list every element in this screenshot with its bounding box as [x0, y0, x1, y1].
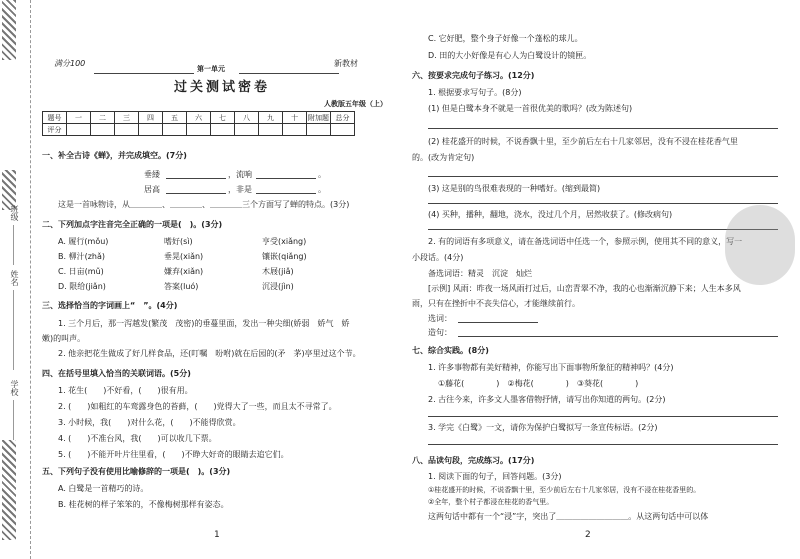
q6-item: 2. 有的词语有多项意义，请在备选词语中任选一个，参照示例，使用其不同的意义，写一	[428, 237, 743, 246]
score-cell: 五	[163, 112, 187, 124]
example-text: 雨，只有在挫折中不丧失信心，才能继续前行。	[412, 299, 580, 308]
q1-title: 一、补全古诗《蝉》，并完成填空。(7分)	[42, 151, 187, 160]
score-cell: 四	[139, 112, 163, 124]
exam-title: 过关测试密卷	[174, 80, 271, 95]
ink-stamp	[725, 205, 795, 285]
name-label: 姓名	[10, 270, 19, 286]
page-number: 1	[214, 530, 220, 540]
poem-line: ，流响	[228, 170, 252, 179]
option-b-word: 垂晃(xiǎn)	[164, 252, 204, 261]
q4-line: 4. ( )不准台风，我( )可以收几下票。	[58, 434, 217, 443]
q4-line: 5. ( )不能开叶片往里看，( )不睁大好奇的眼睛去追它们。	[58, 450, 289, 459]
q8-line: ①桂花盛开的时候，不说香飘十里，至少前后左右十几家邻居，没有不浸在桂花香里的。	[428, 486, 701, 494]
q3-line: 嫩)的叫声。	[42, 334, 86, 343]
make-sentence-label: 造句：	[428, 328, 452, 337]
score-input-cell[interactable]	[91, 124, 115, 136]
make-sentence-blank[interactable]	[458, 336, 778, 337]
score-cell: 题号	[43, 112, 67, 124]
option-d[interactable]: D. 田的大小好像是有心人为白鹭设计的镜匣。	[428, 51, 592, 60]
edition-tag: 新教材	[334, 59, 358, 68]
header-rule	[239, 73, 339, 74]
score-cell: 七	[211, 112, 235, 124]
option-a[interactable]: A. 白鹭是一首精巧的诗。	[58, 484, 149, 493]
q3-line: 1. 三个月后，那一泻越发(繁茂 茂密)的垂蔓里面，发出一种尖细(娇弱 娇气 娇	[58, 319, 350, 328]
score-cell: 十	[283, 112, 307, 124]
q7-line: 2. 古往今来，许多文人墨客借物抒情，请写出你知道的两句。(2分)	[428, 395, 666, 404]
class-label: 班级	[10, 205, 19, 221]
binding-pattern	[2, 170, 16, 210]
option-d-word: 沉浸(jìn)	[262, 282, 294, 291]
q3-line: 2. 他亲把花生做成了好几样食品，还(叮嘱 吩咐)就在后园的(矛 茅)亭里过这个节。	[58, 349, 361, 358]
q6-item: 的。(改为肯定句)	[412, 153, 475, 162]
score-cell: 一	[67, 112, 91, 124]
q6-subtitle: 1. 根据要求写句子。(8分)	[428, 88, 522, 97]
option-b[interactable]: B. 桂花树的样子笨笨的，不像梅树那样有姿态。	[58, 500, 229, 509]
answer-blank[interactable]	[256, 178, 316, 179]
school-label: 学校	[10, 380, 19, 396]
score-cell: 九	[259, 112, 283, 124]
binding-strip	[0, 0, 31, 559]
option-a-word: 亨受(xiǎng)	[262, 237, 307, 246]
poem-line: 垂緌	[144, 170, 160, 179]
option-c[interactable]: C. 日亩(mǔ)	[58, 267, 104, 276]
option-a-word: 嗜好(sì)	[164, 237, 193, 246]
answer-line[interactable]	[428, 176, 778, 177]
score-input-cell[interactable]	[307, 124, 331, 136]
q4-title: 四、在括号里填入恰当的关联词语。(5分)	[42, 369, 191, 378]
option-d-word: 答案(luó)	[164, 282, 199, 291]
word-options: 备选词语：精灵 沉淀 灿烂	[428, 269, 532, 278]
q2-title: 二、下列加点字注音完全正确的一项是( )。(3分)	[42, 220, 223, 229]
q3-title: 三、选择恰当的字词画上“ ”。(4分)	[42, 301, 178, 310]
score-input-cell[interactable]	[283, 124, 307, 136]
edition-label: 人教版五年级（上）	[324, 100, 387, 108]
score-cell: 评分	[43, 124, 67, 136]
answer-line[interactable]	[428, 444, 778, 445]
q4-line: 1. 花生( )不好看，( )很有用。	[58, 386, 193, 395]
score-table-score-row	[43, 124, 355, 136]
poem-line: 。	[318, 185, 326, 194]
q1-fill-text: 这是一首咏物诗，从＿＿＿＿、＿＿＿＿、＿＿＿＿三个方面写了蝉的特点。(3分)	[58, 200, 350, 209]
score-input-cell[interactable]	[235, 124, 259, 136]
q8-title: 八、品读句段，完成练习。(17分)	[412, 456, 535, 465]
poem-line: 居高	[144, 185, 160, 194]
q7-line: 3. 学完《白鹭》一文，请你为保护白鹭拟写一条宣传标语。(2分)	[428, 423, 658, 432]
option-d[interactable]: D. 限给(jiǎn)	[58, 282, 106, 291]
score-input-cell[interactable]	[163, 124, 187, 136]
q6-item: (3) 这是别的鸟很难表现的一种嗜好。(缩到最简)	[428, 184, 601, 193]
score-input-cell[interactable]	[139, 124, 163, 136]
score-table-header-row	[43, 112, 355, 124]
q7-line: ①藤花( ) ②梅花( ) ③葵花( )	[438, 379, 639, 388]
q6-item: 小段话。(4分)	[412, 253, 464, 262]
q5-title: 五、下列句子没有使用比喻修辞的一项是( )。(3分)	[42, 467, 231, 476]
poem-line: 。	[318, 170, 326, 179]
q8-line: 这两句话中都有一个“浸”字，突出了＿＿＿＿＿＿＿＿＿。从这两句话中可以体	[428, 512, 709, 521]
score-input-cell[interactable]	[331, 124, 355, 136]
q8-line: 1. 阅读下面的句子，回答问题。(3分)	[428, 472, 562, 481]
score-input-cell[interactable]	[259, 124, 283, 136]
left-page	[34, 0, 400, 559]
option-c[interactable]: C. 它好肥，整个身子好像一个蓬松的球儿。	[428, 34, 583, 43]
full-score: 满分100	[54, 59, 86, 68]
answer-line[interactable]	[428, 416, 778, 417]
score-input-cell[interactable]	[115, 124, 139, 136]
pick-word-label: 选词：	[428, 314, 452, 323]
answer-line[interactable]	[428, 203, 778, 204]
option-a[interactable]: A. 履行(mǒu)	[58, 237, 109, 246]
header-rule	[94, 73, 194, 74]
q6-item: (2) 桂花盛开的时候，不说香飘十里，至少前后左右十几家邻居，没有不浸在桂花香气里	[428, 137, 738, 146]
option-c-word: 木屐(jiǎ)	[262, 267, 294, 276]
score-cell: 三	[115, 112, 139, 124]
score-table	[42, 111, 355, 136]
q8-line: ②全年，整个村子都浸在桂花的香气里。	[428, 498, 554, 506]
score-input-cell[interactable]	[67, 124, 91, 136]
answer-blank[interactable]	[256, 193, 316, 194]
page-number: 2	[585, 530, 591, 540]
binding-pattern	[2, 0, 16, 60]
pick-word-blank[interactable]	[458, 322, 538, 323]
score-cell: 总分	[331, 112, 355, 124]
q6-title: 六、按要求完成句子练习。(12分)	[412, 71, 535, 80]
q6-item: (4) 买种，播种，翻地，浇水，没过几个月，居然收获了。(修改病句)	[428, 210, 673, 219]
answer-blank[interactable]	[166, 193, 226, 194]
unit-label: 第一单元	[197, 65, 225, 73]
option-b[interactable]: B. 柳汁(zhǎ)	[58, 252, 105, 261]
score-cell: 八	[235, 112, 259, 124]
example-text: [示例] 风雨：昨夜一场风雨打过后，山峦青翠不净，我的心也渐渐沉静下来；人生本多风	[428, 284, 741, 293]
answer-line[interactable]	[428, 128, 778, 129]
binding-line	[13, 225, 14, 265]
q6-item: (1) 但是白鹭本身不就是一首很优美的歌吗？(改为陈述句)	[428, 104, 633, 113]
q7-line: 1. 许多事物都有美好精神，你能写出下面事物所象征的精神吗？(4分)	[428, 363, 674, 372]
right-page	[410, 0, 796, 559]
score-cell: 六	[187, 112, 211, 124]
option-c-word: 嫌弃(xiǎn)	[164, 267, 204, 276]
option-b-word: 镶嵌(qiǎng)	[262, 252, 307, 261]
binding-pattern	[2, 440, 16, 540]
q7-title: 七、综合实践。(8分)	[412, 346, 489, 355]
q4-line: 2. ( )如粗红的车鸾露身色的苔藓，( )党得大了一些，而且太不寻常了。	[58, 402, 337, 411]
score-cell: 附加题	[308, 113, 329, 122]
poem-line: ，非是	[228, 185, 252, 194]
binding-line	[13, 290, 14, 370]
q4-line: 3. 小时候，我( )对什么花，( )不能得欣赏。	[58, 418, 241, 427]
score-input-cell[interactable]	[211, 124, 235, 136]
score-input-cell[interactable]	[187, 124, 211, 136]
score-cell: 二	[91, 112, 115, 124]
answer-blank[interactable]	[166, 178, 226, 179]
binding-line	[13, 400, 14, 440]
